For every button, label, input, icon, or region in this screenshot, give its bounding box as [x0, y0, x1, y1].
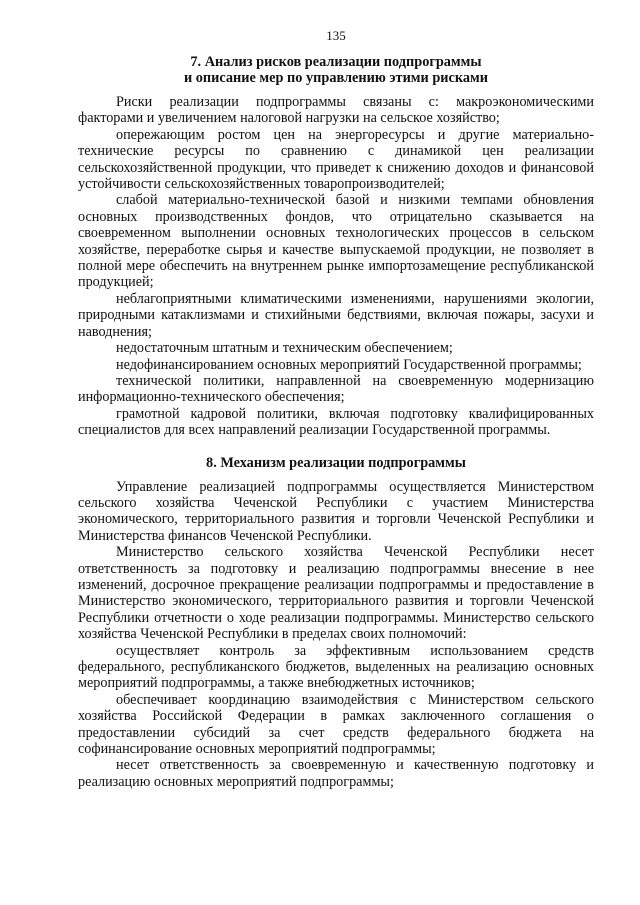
- document-page: [78, 28, 594, 790]
- paragraph: технической политики, направленной на своевременную модернизацию информационно-технического обеспечения;: [78, 372, 594, 406]
- paragraph: Управление реализацией подпрограммы осуществляется Министерством сельского хозяйства Чеченской Республики с участием Министерства экономического, территориального развития и торговли Чеченской Республики и Министерства финансов Чеченской Республики.: [78, 478, 594, 544]
- page-number: 135: [326, 28, 346, 43]
- paragraph: Министерство сельского хозяйства Чеченской Республики несет ответственность за подготовку и реализацию подпрограммы внесение в нее изменений, досрочное прекращение реализации подпрограммы и предоставление в Министерство экономического, территориального развития и торговли Чеченской Республики отчетности о ходе реализации подпрограммы. Министерство сельского хозяйства Чеченской Республики в пределах своих полномочий:: [78, 544, 594, 643]
- section-7-title-line-1: 7. Анализ рисков реализации подпрограммы: [190, 54, 482, 70]
- paragraph: недостаточным штатным и техническим обеспечением;: [116, 340, 453, 357]
- paragraph: грамотной кадровой политики, включая подготовку квалифицированных специалистов для всех направлений реализации Государственной программы.: [78, 405, 594, 439]
- paragraph: опережающим ростом цен на энергоресурсы и другие материально-технические ресурсы по сравнению с динамикой цен реализации сельскохозяйственной продукции, что приведет к снижению доходов и финансовой устойчивости сельскохозяйственных товаропроизводителей;: [78, 126, 594, 193]
- paragraph: слабой материально-технической базой и низкими темпами обновления основных производственных фондов, что отрицательно сказывается на своевременном выполнении основных технологических процессов в сельском хозяйстве, переработке сырья и качестве выпускаемой продукции, не позволяет в полной мере обеспечить на внутреннем рынке импортозамещение республиканской продукцией;: [78, 192, 594, 291]
- paragraph: несет ответственность за своевременную и качественную подготовку и реализацию основных мероприятий подпрограммы;: [78, 757, 594, 790]
- paragraph: неблагоприятными климатическими изменениями, нарушениями экологии, природными катаклизмами и стихийными бедствиями, включая пожары, засухи и наводнения;: [78, 290, 594, 340]
- section-7-title-line-2: и описание мер по управлению этими рисками: [183, 70, 489, 86]
- paragraph: Риски реализации подпрограммы связаны с: макроэкономическими факторами и увеличением налоговой нагрузки на сельское хозяйство;: [78, 94, 594, 127]
- section-8-body: [78, 479, 594, 791]
- section-7-body: [78, 94, 594, 439]
- paragraph: обеспечивает координацию взаимодействия с Министерством сельского хозяйства Российской Федерации в рамках заключенного соглашения о предоставлении субсидий за счет средств федерального бюджета на софинансирование основных мероприятий подпрограммы;: [78, 691, 594, 758]
- section-8-title: 8. Механизм реализации подпрограммы: [206, 454, 466, 471]
- paragraph: осуществляет контроль за эффективным использованием средств федерального, республиканского бюджетов, выделенных на реализацию основных мероприятий подпрограммы, а также внебюджетных источников;: [78, 642, 594, 692]
- paragraph: недофинансированием основных мероприятий Государственной программы;: [116, 356, 582, 373]
